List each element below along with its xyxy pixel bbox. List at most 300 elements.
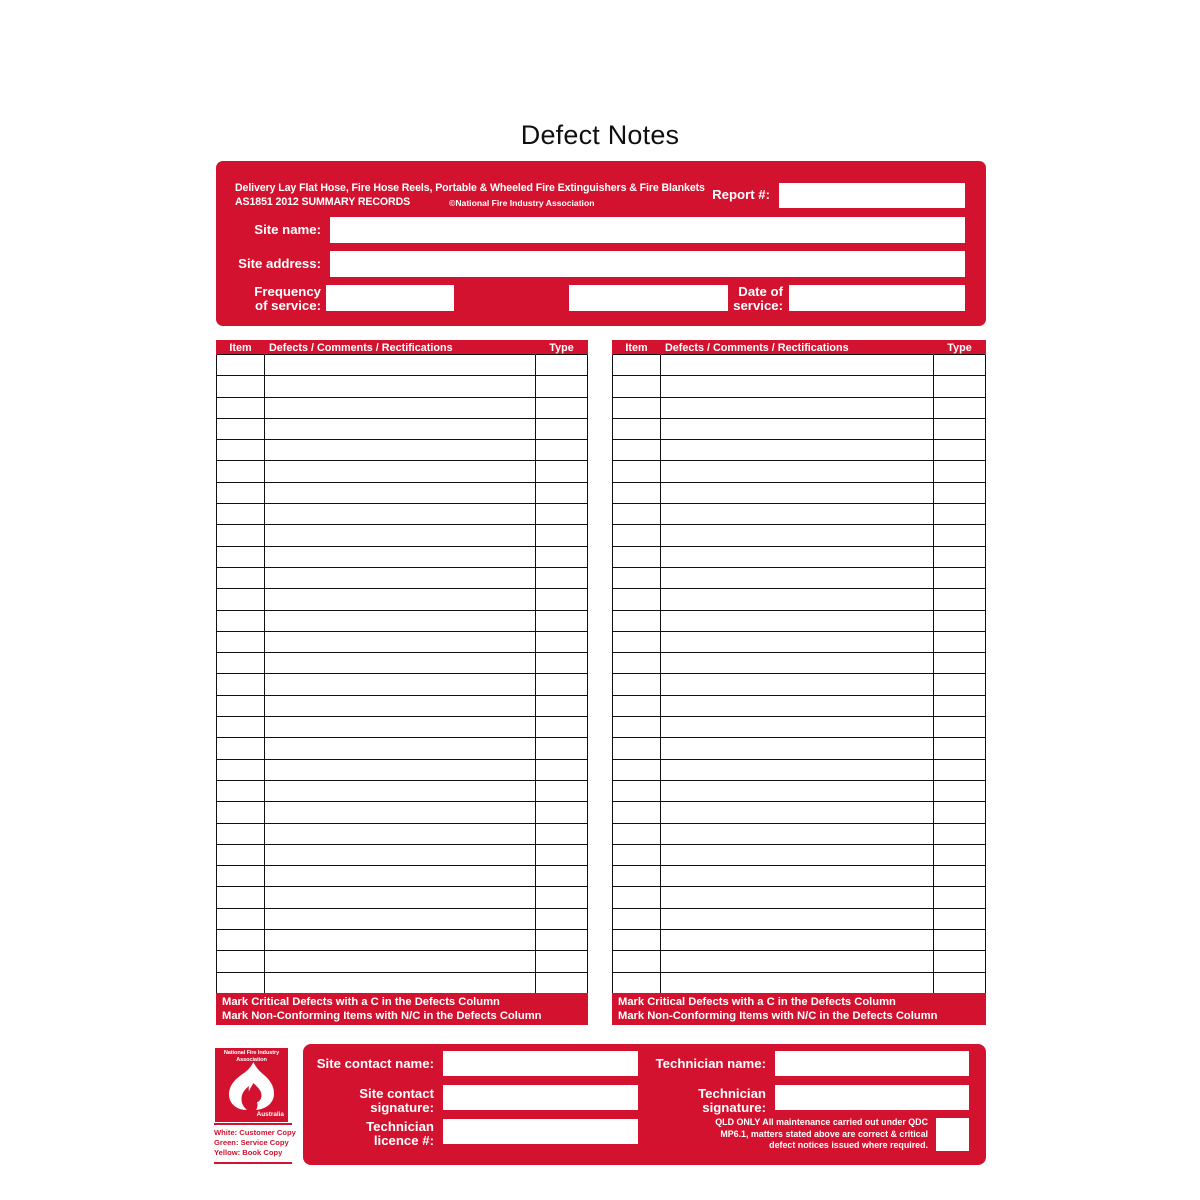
item-cell[interactable]	[613, 567, 661, 588]
defects-cell[interactable]	[265, 397, 536, 418]
defects-cell[interactable]	[661, 823, 934, 844]
type-cell[interactable]	[536, 589, 588, 610]
defects-cell[interactable]	[265, 589, 536, 610]
type-cell[interactable]	[934, 418, 986, 439]
item-cell[interactable]	[217, 525, 265, 546]
item-cell[interactable]	[613, 972, 661, 993]
table-row	[613, 695, 986, 716]
type-cell[interactable]	[536, 525, 588, 546]
item-cell[interactable]	[613, 653, 661, 674]
frequency-of-service-label-line1: Frequency	[254, 284, 321, 299]
technician-signature-label-line2: signature:	[702, 1100, 766, 1115]
defects-cell[interactable]	[265, 355, 536, 376]
qld-declaration-line3: defect notices issued where required.	[769, 1140, 928, 1150]
type-cell[interactable]	[536, 631, 588, 652]
type-cell[interactable]	[934, 780, 986, 801]
type-cell[interactable]	[536, 653, 588, 674]
item-cell[interactable]	[613, 717, 661, 738]
type-cell[interactable]	[934, 482, 986, 503]
table-row	[217, 823, 588, 844]
defects-cell[interactable]	[265, 525, 536, 546]
item-cell[interactable]	[217, 440, 265, 461]
item-cell[interactable]	[217, 930, 265, 951]
type-cell[interactable]	[536, 866, 588, 887]
technician-signature-label-line1: Technician	[698, 1086, 766, 1101]
defects-cell[interactable]	[661, 717, 934, 738]
type-cell[interactable]	[934, 674, 986, 695]
table-row	[217, 759, 588, 780]
defects-cell[interactable]	[265, 908, 536, 929]
item-cell[interactable]	[613, 951, 661, 972]
item-cell[interactable]	[217, 972, 265, 993]
item-cell[interactable]	[217, 461, 265, 482]
flame-icon	[223, 1062, 280, 1110]
type-cell[interactable]	[934, 866, 986, 887]
defects-cell[interactable]	[265, 759, 536, 780]
type-cell[interactable]	[934, 802, 986, 823]
defects-cell[interactable]	[265, 567, 536, 588]
defects-cell[interactable]	[661, 482, 934, 503]
defects-cell[interactable]	[661, 759, 934, 780]
table-row	[613, 823, 986, 844]
technician-name-input[interactable]	[775, 1051, 969, 1076]
table-row	[613, 866, 986, 887]
page-title: Defect Notes	[520, 120, 680, 150]
report-number-input[interactable]	[779, 183, 965, 208]
item-cell[interactable]	[217, 567, 265, 588]
table-row	[217, 461, 588, 482]
table-row	[613, 717, 986, 738]
type-cell[interactable]	[934, 844, 986, 865]
date-of-service-label-line1: Date of	[738, 284, 783, 299]
item-cell[interactable]	[613, 610, 661, 631]
table-row	[217, 908, 588, 929]
defects-cell[interactable]	[265, 461, 536, 482]
item-cell[interactable]	[217, 823, 265, 844]
defects-cell[interactable]	[265, 887, 536, 908]
site-contact-name-label: Site contact name:	[316, 1056, 434, 1071]
table-row	[217, 504, 588, 525]
item-cell[interactable]	[613, 674, 661, 695]
technician-name-label: Technician name:	[655, 1056, 766, 1071]
defects-cell[interactable]	[661, 567, 934, 588]
critical-defects-note-right	[612, 993, 986, 1025]
table-row	[613, 908, 986, 929]
type-cell[interactable]	[934, 759, 986, 780]
item-cell[interactable]	[613, 418, 661, 439]
defects-cell[interactable]	[265, 972, 536, 993]
defects-cell[interactable]	[661, 610, 934, 631]
copy-line-green: Green: Service Copy	[214, 1138, 289, 1148]
type-cell[interactable]	[934, 695, 986, 716]
defects-cell[interactable]	[265, 610, 536, 631]
table-row	[613, 440, 986, 461]
type-cell[interactable]	[934, 397, 986, 418]
defects-cell[interactable]	[265, 930, 536, 951]
type-cell[interactable]	[536, 397, 588, 418]
table-row	[613, 674, 986, 695]
type-cell[interactable]	[536, 482, 588, 503]
type-cell[interactable]	[536, 461, 588, 482]
item-cell[interactable]	[217, 887, 265, 908]
table-row	[217, 482, 588, 503]
type-cell[interactable]	[934, 653, 986, 674]
type-cell[interactable]	[536, 908, 588, 929]
item-cell[interactable]	[613, 887, 661, 908]
form-header-panel	[216, 161, 986, 326]
table-row	[613, 397, 986, 418]
table-row	[217, 546, 588, 567]
table-row	[217, 610, 588, 631]
item-cell[interactable]	[613, 631, 661, 652]
type-cell[interactable]	[934, 355, 986, 376]
table-row	[613, 844, 986, 865]
type-cell[interactable]	[536, 504, 588, 525]
type-cell[interactable]	[934, 887, 986, 908]
defects-cell[interactable]	[265, 440, 536, 461]
type-cell[interactable]	[536, 951, 588, 972]
defects-cell[interactable]	[661, 355, 934, 376]
table-header-row	[217, 341, 588, 355]
table-row	[217, 780, 588, 801]
type-cell[interactable]	[536, 567, 588, 588]
copy-colour-legend	[214, 1128, 296, 1159]
type-cell[interactable]	[536, 780, 588, 801]
table-row	[613, 951, 986, 972]
type-cell[interactable]	[536, 930, 588, 951]
item-cell[interactable]	[217, 653, 265, 674]
item-cell[interactable]	[217, 717, 265, 738]
logo-divider-top	[214, 1123, 292, 1125]
date-of-service-label-line2: service:	[733, 298, 783, 313]
table-row	[613, 610, 986, 631]
item-cell[interactable]	[613, 844, 661, 865]
type-cell[interactable]	[934, 504, 986, 525]
technician-licence-label-line1: Technician	[366, 1119, 434, 1134]
defects-cell[interactable]	[661, 440, 934, 461]
table-row	[613, 738, 986, 759]
nfia-logo	[215, 1048, 288, 1122]
item-cell[interactable]	[217, 631, 265, 652]
type-cell[interactable]	[934, 972, 986, 993]
note-line-nonconforming: Mark Non-Conforming Items with N/C in the Defects Column	[222, 1010, 542, 1022]
defects-cell[interactable]	[265, 674, 536, 695]
type-cell[interactable]	[934, 631, 986, 652]
table-row	[217, 525, 588, 546]
item-cell[interactable]	[613, 397, 661, 418]
defects-cell[interactable]	[265, 738, 536, 759]
type-cell[interactable]	[536, 844, 588, 865]
defects-cell[interactable]	[661, 802, 934, 823]
defects-cell[interactable]	[265, 866, 536, 887]
item-cell[interactable]	[613, 823, 661, 844]
type-cell[interactable]	[536, 440, 588, 461]
table-row	[217, 844, 588, 865]
type-cell[interactable]	[934, 610, 986, 631]
qld-declaration-line2: MP6.1, matters stated above are correct & critical	[720, 1128, 928, 1139]
table-row	[613, 504, 986, 525]
table-row	[217, 717, 588, 738]
column-header-defects: Defects / Comments / Rectifications	[265, 341, 536, 355]
table-row	[217, 589, 588, 610]
defects-cell[interactable]	[265, 653, 536, 674]
item-cell[interactable]	[217, 397, 265, 418]
item-cell[interactable]	[217, 376, 265, 397]
defects-cell[interactable]	[265, 546, 536, 567]
item-cell[interactable]	[217, 759, 265, 780]
item-cell[interactable]	[613, 376, 661, 397]
type-cell[interactable]	[934, 546, 986, 567]
type-cell[interactable]	[536, 717, 588, 738]
table-row	[613, 546, 986, 567]
type-cell[interactable]	[536, 802, 588, 823]
qld-declaration	[603, 1117, 928, 1152]
column-header-defects: Defects / Comments / Rectifications	[661, 341, 934, 355]
column-header-item: Item	[217, 341, 265, 355]
item-cell[interactable]	[613, 908, 661, 929]
logo-name-line1: National Fire Industry	[223, 1050, 280, 1056]
standard-scope-line: Delivery Lay Flat Hose, Fire Hose Reels, Portable & Wheeled Fire Extinguishers & Fire Blankets	[235, 182, 705, 194]
table-row	[613, 972, 986, 993]
defects-cell[interactable]	[661, 376, 934, 397]
item-cell[interactable]	[613, 461, 661, 482]
type-cell[interactable]	[536, 887, 588, 908]
copyright-notice: ©National Fire Industry Association	[449, 198, 595, 208]
site-contact-name-input[interactable]	[443, 1051, 638, 1076]
site-address-input[interactable]	[330, 251, 965, 277]
table-row	[613, 355, 986, 376]
item-cell[interactable]	[613, 482, 661, 503]
table-row	[613, 525, 986, 546]
defects-cell[interactable]	[661, 738, 934, 759]
item-cell[interactable]	[613, 802, 661, 823]
table-row	[613, 887, 986, 908]
defects-cell[interactable]	[661, 546, 934, 567]
defects-cell[interactable]	[661, 674, 934, 695]
item-cell[interactable]	[613, 930, 661, 951]
defects-cell[interactable]	[265, 482, 536, 503]
table-row	[613, 780, 986, 801]
note-line-critical: Mark Critical Defects with a C in the Defects Column	[222, 996, 500, 1008]
table-row	[217, 887, 588, 908]
item-cell[interactable]	[613, 759, 661, 780]
table-row	[217, 972, 588, 993]
item-cell[interactable]	[217, 546, 265, 567]
item-cell[interactable]	[217, 738, 265, 759]
item-cell[interactable]	[217, 951, 265, 972]
site-address-label: Site address:	[238, 256, 321, 271]
defects-cell[interactable]	[265, 504, 536, 525]
item-cell[interactable]	[613, 440, 661, 461]
defects-cell[interactable]	[661, 653, 934, 674]
type-cell[interactable]	[934, 567, 986, 588]
frequency-of-service-label-line2: of service:	[255, 298, 321, 313]
defects-cell[interactable]	[661, 461, 934, 482]
item-cell[interactable]	[613, 780, 661, 801]
defects-cell[interactable]	[661, 844, 934, 865]
logo-divider-bottom	[214, 1162, 292, 1164]
table-row	[217, 397, 588, 418]
table-header-row	[613, 341, 986, 355]
item-cell[interactable]	[217, 866, 265, 887]
table-row	[217, 695, 588, 716]
site-contact-signature-input[interactable]	[443, 1085, 638, 1110]
defects-cell[interactable]	[265, 844, 536, 865]
defects-cell[interactable]	[661, 972, 934, 993]
defects-table-right	[612, 340, 986, 994]
qld-declaration-checkbox[interactable]	[936, 1118, 969, 1151]
defects-table-left	[216, 340, 588, 994]
defects-cell[interactable]	[265, 823, 536, 844]
logo-country: Australia	[256, 1111, 284, 1118]
item-cell[interactable]	[217, 610, 265, 631]
defects-table-right-body	[613, 355, 986, 994]
standard-code-line: AS1851 2012 SUMMARY RECORDS	[235, 196, 411, 208]
signatures-panel	[303, 1044, 986, 1165]
site-name-label: Site name:	[254, 222, 321, 237]
item-cell[interactable]	[613, 525, 661, 546]
item-cell[interactable]	[217, 674, 265, 695]
defects-cell[interactable]	[265, 695, 536, 716]
report-number-label: Report #:	[712, 187, 770, 202]
defects-cell[interactable]	[661, 418, 934, 439]
table-row	[217, 653, 588, 674]
note-line-nonconforming: Mark Non-Conforming Items with N/C in the Defects Column	[618, 1010, 938, 1022]
copy-line-yellow: Yellow: Book Copy	[214, 1148, 283, 1158]
logo-name-line2: Association	[236, 1057, 267, 1063]
type-cell[interactable]	[536, 759, 588, 780]
item-cell[interactable]	[613, 589, 661, 610]
date-of-service-input[interactable]	[789, 285, 965, 311]
table-row	[217, 930, 588, 951]
table-row	[217, 355, 588, 376]
table-row	[217, 440, 588, 461]
type-cell[interactable]	[934, 589, 986, 610]
item-cell[interactable]	[217, 780, 265, 801]
defects-cell[interactable]	[265, 376, 536, 397]
item-cell[interactable]	[217, 482, 265, 503]
table-row	[613, 418, 986, 439]
item-cell[interactable]	[217, 355, 265, 376]
defects-cell[interactable]	[661, 695, 934, 716]
item-cell[interactable]	[217, 695, 265, 716]
table-row	[217, 418, 588, 439]
item-cell[interactable]	[217, 504, 265, 525]
table-row	[613, 653, 986, 674]
table-row	[217, 951, 588, 972]
type-cell[interactable]	[536, 376, 588, 397]
defects-cell[interactable]	[265, 802, 536, 823]
defects-cell[interactable]	[661, 780, 934, 801]
note-line-critical: Mark Critical Defects with a C in the Defects Column	[618, 996, 896, 1008]
type-cell[interactable]	[536, 610, 588, 631]
table-row	[613, 759, 986, 780]
table-row	[613, 461, 986, 482]
type-cell[interactable]	[934, 738, 986, 759]
item-cell[interactable]	[217, 418, 265, 439]
item-cell[interactable]	[613, 546, 661, 567]
type-cell[interactable]	[934, 717, 986, 738]
type-cell[interactable]	[536, 418, 588, 439]
defects-cell[interactable]	[661, 866, 934, 887]
item-cell[interactable]	[217, 844, 265, 865]
table-row	[613, 567, 986, 588]
defects-cell[interactable]	[661, 525, 934, 546]
column-header-type: Type	[536, 341, 588, 355]
type-cell[interactable]	[536, 695, 588, 716]
item-cell[interactable]	[217, 589, 265, 610]
type-cell[interactable]	[536, 355, 588, 376]
defects-cell[interactable]	[265, 780, 536, 801]
table-row	[613, 802, 986, 823]
defects-cell[interactable]	[661, 504, 934, 525]
item-cell[interactable]	[217, 802, 265, 823]
type-cell[interactable]	[934, 461, 986, 482]
defects-cell[interactable]	[265, 418, 536, 439]
type-cell[interactable]	[536, 546, 588, 567]
item-cell[interactable]	[613, 695, 661, 716]
technician-licence-label-line2: licence #:	[373, 1133, 434, 1148]
copy-line-white: White: Customer Copy	[214, 1128, 296, 1137]
table-row	[217, 674, 588, 695]
type-cell[interactable]	[934, 376, 986, 397]
item-cell[interactable]	[613, 355, 661, 376]
table-row	[613, 376, 986, 397]
defects-cell[interactable]	[661, 589, 934, 610]
site-contact-signature-label-line1: Site contact	[359, 1086, 434, 1101]
item-cell[interactable]	[217, 908, 265, 929]
table-row	[613, 631, 986, 652]
type-cell[interactable]	[934, 908, 986, 929]
type-cell[interactable]	[934, 440, 986, 461]
defects-cell[interactable]	[661, 397, 934, 418]
defects-cell[interactable]	[661, 887, 934, 908]
technician-signature-input[interactable]	[775, 1085, 969, 1110]
defects-cell[interactable]	[661, 631, 934, 652]
type-cell[interactable]	[536, 972, 588, 993]
column-header-item: Item	[613, 341, 661, 355]
item-cell[interactable]	[613, 866, 661, 887]
table-row	[217, 866, 588, 887]
defects-cell[interactable]	[265, 631, 536, 652]
type-cell[interactable]	[536, 823, 588, 844]
type-cell[interactable]	[934, 525, 986, 546]
table-row	[613, 589, 986, 610]
item-cell[interactable]	[613, 504, 661, 525]
site-name-input[interactable]	[330, 217, 965, 243]
qld-declaration-line1: QLD ONLY All maintenance carried out under QDC	[715, 1117, 928, 1127]
defects-cell[interactable]	[265, 717, 536, 738]
defects-cell[interactable]	[661, 908, 934, 929]
type-cell[interactable]	[536, 738, 588, 759]
table-row	[217, 567, 588, 588]
table-row	[217, 738, 588, 759]
defects-cell[interactable]	[661, 930, 934, 951]
defects-cell[interactable]	[661, 951, 934, 972]
defects-cell[interactable]	[265, 951, 536, 972]
table-row	[217, 631, 588, 652]
table-row	[613, 930, 986, 951]
column-header-type: Type	[934, 341, 986, 355]
type-cell[interactable]	[934, 930, 986, 951]
type-cell[interactable]	[934, 823, 986, 844]
site-contact-signature-label-line2: signature:	[370, 1100, 434, 1115]
table-row	[217, 376, 588, 397]
type-cell[interactable]	[934, 951, 986, 972]
item-cell[interactable]	[613, 738, 661, 759]
defects-table-left-body	[217, 355, 588, 994]
type-cell[interactable]	[536, 674, 588, 695]
